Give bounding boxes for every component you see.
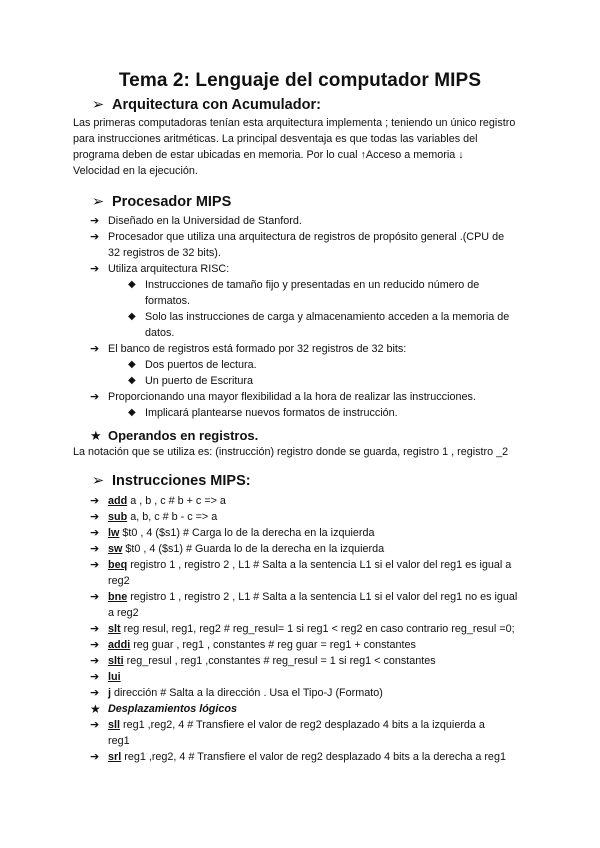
heading-procesador-mips: ➢ Procesador MIPS — [92, 194, 232, 210]
heading-arquitectura-acumulador: ➢ Arquitectura con Acumulador: — [92, 97, 321, 113]
instruction-srl: srl reg1 ,reg2, 4 # Transfiere el valor de reg2 desplazado 4 bits a la derecha a reg1 — [108, 751, 506, 763]
arrow-bullet-icon: ➔ — [90, 215, 100, 227]
diamond-bullet-icon: ◆ — [128, 279, 136, 290]
arrow-bullet-icon: ➔ — [90, 343, 100, 355]
page-title: Tema 2: Lenguaje del computador MIPS — [118, 70, 482, 91]
sub-list-item: Instrucciones de tamaño fijo y presentadas en un reducido número de — [145, 279, 480, 291]
instruction-beq-continued: reg2 — [108, 575, 130, 587]
arrow-bullet-icon: ➔ — [90, 391, 100, 403]
instruction-addi: addi reg guar , reg1 , constantes # reg guar = reg1 + constantes — [108, 639, 416, 651]
star-bullet-icon: ★ — [90, 428, 102, 443]
list-item-continued: 32 registros de 32 bits). — [108, 247, 221, 259]
instruction-j: j dirección # Salta a la dirección . Usa el Tipo-J (Formato) — [108, 687, 383, 699]
list-item: Proporcionando una mayor flexibilidad a la hora de realizar las instrucciones. — [108, 391, 476, 403]
sub-list-item: Implicará plantearse nuevos formatos de instrucción. — [145, 407, 398, 419]
sub-list-item-continued: datos. — [145, 327, 175, 339]
list-item: Utiliza arquitectura RISC: — [108, 263, 230, 275]
instruction-sw: sw $t0 , 4 ($s1) # Guarda lo de la derecha en la izquierda — [108, 543, 385, 555]
arrow-bullet-icon: ➔ — [90, 559, 100, 571]
list-item: Procesador que utiliza una arquitectura de registros de propósito general .(CPU de — [108, 231, 505, 243]
paragraph-line: programa deben de estar ubicadas en memoria. Por lo cual ↑Acceso a memoria ↓ — [73, 149, 464, 161]
paragraph-line: para instrucciones aritméticas. La principal desventaja es que todas las variables del — [73, 133, 478, 145]
instruction-bne: bne registro 1 , registro 2 , L1 # Salta a la sentencia L1 si el valor del reg1 no es igual — [108, 591, 518, 603]
instruction-add: add a , b , c # b + c => a — [108, 495, 226, 507]
instruction-sll: sll reg1 ,reg2, 4 # Transfiere el valor de reg2 desplazado 4 bits a la izquierda a — [108, 719, 485, 731]
subheading-desplazamientos: Desplazamientos lógicos — [108, 703, 237, 715]
arrow-bullet-icon: ➔ — [90, 543, 100, 555]
arrow-bullet-icon: ➔ — [90, 263, 100, 275]
diamond-bullet-icon: ◆ — [128, 311, 136, 322]
arrow-bullet-icon: ➔ — [90, 231, 100, 243]
sub-list-item: Un puerto de Escritura — [145, 375, 254, 387]
heading-operandos-registros: ★ Operandos en registros. — [90, 428, 259, 443]
arrow-bullet-icon: ➔ — [90, 687, 100, 699]
instruction-slti: slti reg_resul , reg1 ,constantes # reg_resul = 1 si reg1 < constantes — [108, 655, 436, 667]
arrow-bullet-icon: ➔ — [90, 495, 100, 507]
arrowhead-bullet-icon: ➢ — [92, 473, 105, 489]
arrow-bullet-icon: ➔ — [90, 591, 100, 603]
sub-list-item: Solo las instrucciones de carga y almacenamiento acceden a la memoria de — [145, 311, 510, 323]
list-item: El banco de registros está formado por 32 registros de 32 bits: — [108, 343, 407, 355]
sub-list-item: Dos puertos de lectura. — [145, 359, 257, 371]
paragraph-line: Las primeras computadoras tenían esta arquitectura implementa ; teniendo un único registro — [73, 117, 516, 129]
instruction-sub: sub a, b, c # b - c => a — [108, 511, 218, 523]
diamond-bullet-icon: ◆ — [128, 407, 136, 418]
notation-text: La notación que se utiliza es: (instrucción) registro donde se guarda, registro 1 , registro _2 — [73, 446, 509, 458]
diamond-bullet-icon: ◆ — [128, 375, 136, 386]
arrow-bullet-icon: ➔ — [90, 623, 100, 635]
instruction-bne-continued: a reg2 — [108, 607, 139, 619]
arrowhead-bullet-icon: ➢ — [92, 194, 105, 210]
arrow-bullet-icon: ➔ — [90, 511, 100, 523]
arrowhead-bullet-icon: ➢ — [92, 97, 105, 113]
arrow-bullet-icon: ➔ — [90, 719, 100, 731]
instruction-lui: lui — [108, 671, 121, 683]
arrow-bullet-icon: ➔ — [90, 671, 100, 683]
instruction-lw: lw $t0 , 4 ($s1) # Carga lo de la derecha en la izquierda — [108, 527, 375, 539]
arrow-bullet-icon: ➔ — [90, 655, 100, 667]
arrow-bullet-icon: ➔ — [90, 639, 100, 651]
arrow-bullet-icon: ➔ — [90, 527, 100, 539]
instruction-beq: beq registro 1 , registro 2 , L1 # Salta a la sentencia L1 si el valor del reg1 es igual a — [108, 559, 512, 571]
diamond-bullet-icon: ◆ — [128, 359, 136, 370]
sub-list-item-continued: formatos. — [145, 295, 191, 307]
star-bullet-icon: ★ — [90, 702, 101, 716]
arrow-bullet-icon: ➔ — [90, 751, 100, 763]
list-item: Diseñado en la Universidad de Stanford. — [108, 215, 302, 227]
instruction-slt: slt reg resul, reg1, reg2 # reg_resul= 1 si reg1 < reg2 en caso contrario reg_resul =0; — [108, 623, 515, 635]
heading-instrucciones-mips: ➢ Instrucciones MIPS: — [92, 473, 251, 489]
paragraph-line: Velocidad en la ejecución. — [73, 165, 198, 177]
instruction-sll-continued: reg1 — [108, 735, 130, 747]
